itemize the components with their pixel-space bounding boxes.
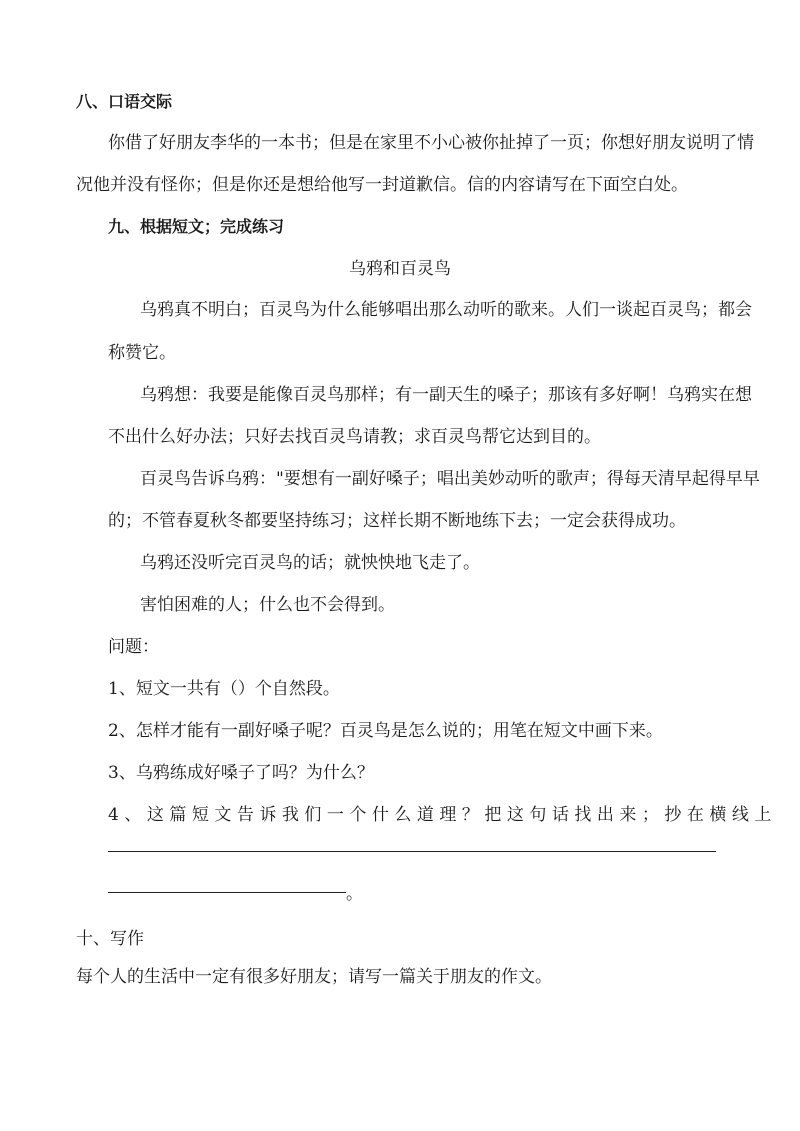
question-4: 4、这篇短文告诉我们一个什么道理？把这句话找出来；抄在横线上 — [108, 805, 777, 825]
story-line-6: 的；不管春夏秋冬都要坚持练习；这样长期不断地练下去；一定会获得成功。 — [108, 511, 686, 531]
question-3: 3、乌鸦练成好嗓子了吗？为什么？ — [108, 763, 374, 783]
questions-label: 问题： — [108, 637, 159, 657]
story-line-8: 害怕困难的人；什么也不会得到。 — [140, 595, 395, 615]
story-line-2: 称赞它。 — [108, 343, 176, 363]
story-line-3: 乌鸦想：我要是能像百灵鸟那样；有一副天生的嗓子；那该有多好啊！乌鸦实在想 — [140, 385, 752, 405]
section-8-para-line-2: 况他并没有怪你；但是你还是想给他写一封道歉信。信的内容请写在下面空白处。 — [76, 175, 688, 195]
section-10-prompt: 每个人的生活中一定有很多好朋友；请写一篇关于朋友的作文。 — [76, 967, 552, 987]
story-line-5: 百灵鸟告诉乌鸦："要想有一副好嗓子；唱出美妙动听的歌声；得每天清早起得早早 — [140, 469, 760, 489]
section-9-heading: 九、根据短文；完成练习 — [108, 217, 285, 236]
story-title: 乌鸦和百灵鸟 — [349, 259, 451, 279]
answer-line-end: 。 — [346, 884, 363, 904]
story-line-4: 不出什么好办法；只好去找百灵鸟请教；求百灵鸟帮它达到目的。 — [108, 427, 601, 447]
question-1: 1、短文一共有（）个自然段。 — [108, 679, 340, 699]
section-8-heading: 八、口语交际 — [76, 92, 173, 111]
question-2: 2、怎样才能有一副好嗓子呢？百灵鸟是怎么说的；用笔在短文中画下来。 — [108, 721, 663, 741]
section-10-heading: 十、写作 — [76, 929, 144, 949]
answer-line-1[interactable] — [108, 851, 716, 852]
section-8-para-line-1: 你借了好朋友李华的一本书；但是在家里不小心被你扯掉了一页；你想好朋友说明了情 — [108, 133, 754, 153]
answer-line-2[interactable] — [108, 892, 346, 893]
story-line-1: 乌鸦真不明白；百灵鸟为什么能够唱出那么动听的歌来。人们一谈起百灵鸟；都会 — [140, 300, 752, 320]
story-line-7: 乌鸦还没听完百灵鸟的话；就怏怏地飞走了。 — [140, 553, 480, 573]
